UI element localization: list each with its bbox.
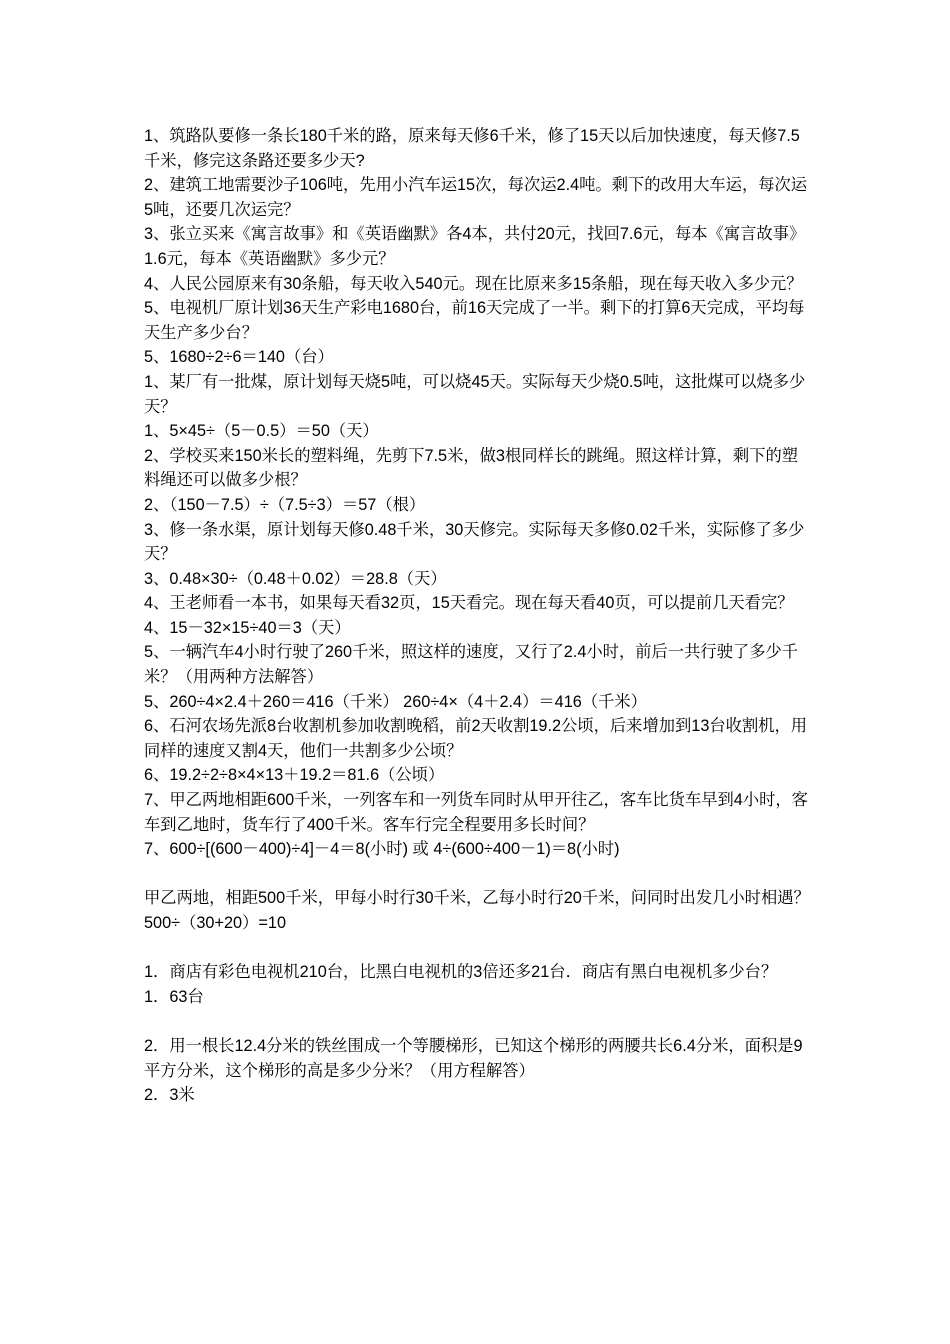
paragraph: 6、19.2÷2÷8×4×13＋19.2＝81.6（公顷） xyxy=(144,766,445,785)
paragraph: 2．用一根长12.4分米的铁丝围成一个等腰梯形，已知这个梯形的两腰共长6.4分米，面积是9平方分米，这个梯形的高是多少分米？（用方程解答） xyxy=(144,1036,803,1080)
paragraph: 1、筑路队要修一条长180千米的路，原来每天修6千米，修了15天以后加快速度，每天修7.5千米，修完这条路还要多少天? xyxy=(144,127,800,170)
blank-line xyxy=(144,936,810,961)
paragraph: 甲乙两地，相距500千米，甲每小时行30千米，乙每小时行20千米，问同时出发几小时相遇？ xyxy=(144,889,810,908)
paragraph: 7、甲乙两地相距600千米，一列客车和一列货车同时从甲开往乙，客车比货车早到4小时，客车到乙地时，货车行了400千米。客车行完全程要用多长时间？ xyxy=(144,791,808,834)
paragraph: 2、建筑工地需要沙子106吨，先用小汽车运15次，每次运2.4吨。剩下的改用大车运，每次运5吨，还要几次运完？ xyxy=(144,176,808,219)
paragraph: 4、15－32×15÷40＝3（天） xyxy=(144,618,351,637)
paragraph: 2．3米 xyxy=(144,1086,195,1105)
paragraph: 4、王老师看一本书，如果每天看32页，15天看完。现在每天看40页，可以提前几天看完？ xyxy=(144,594,794,613)
paragraph: 1、某厂有一批煤，原计划每天烧5吨，可以烧45天。实际每天少烧0.5吨，这批煤可以烧多少天？ xyxy=(144,372,806,416)
paragraph: 2、学校买来150米长的塑料绳，先剪下7.5米，做3根同样长的跳绳。照这样计算，剩下的塑料绳还可以做多少根？ xyxy=(144,446,799,490)
paragraph: 5、一辆汽车4小时行驶了260千米，照这样的速度，又行了2.4小时，前后一共行驶了多少千米？（用两种方法解答） xyxy=(144,643,799,687)
paragraph: 1．63台 xyxy=(144,987,204,1006)
blank-line xyxy=(144,1009,810,1034)
paragraph: 2、（150－7.5）÷（7.5÷3）＝57（根） xyxy=(144,495,426,514)
paragraph: 1、5×45÷（5－0.5）＝50（天） xyxy=(144,422,379,441)
paragraph: 500÷（30+20）=10 xyxy=(144,914,287,932)
paragraph: 6、石河农场先派8台收割机参加收割晚稻，前2天收割19.2公顷，后来增加到13台收割机，用同样的速度又割4天，他们一共割多少公顷？ xyxy=(144,717,808,760)
paragraph: 5、1680÷2÷6＝140（台） xyxy=(144,348,334,367)
paragraph: 5、电视机厂原计划36天生产彩电1680台，前16天完成了一半。剩下的打算6天完成，平均每天生产多少台？ xyxy=(144,299,805,342)
paragraph: 1．商店有彩色电视机210台，比黑白电视机的3倍还多21台．商店有黑白电视机多少台？ xyxy=(144,963,778,982)
paragraph: 3、0.48×30÷（0.48＋0.02）＝28.8（天） xyxy=(144,569,447,588)
paragraph: 4、人民公园原来有30条船，每天收入540元。现在比原来多15条船，现在每天收入多少元？ xyxy=(144,274,803,293)
paragraph: 7、600÷[(600－400)÷4]－4＝8(小时) 或 4÷(600÷400－1)＝8(小时) xyxy=(144,840,620,859)
paragraph: 3、张立买来《寓言故事》和《英语幽默》各4本，共付20元，找回7.6元，每本《寓言故事》1.6元，每本《英语幽默》多少元？ xyxy=(144,225,806,268)
blank-line xyxy=(144,862,810,887)
paragraph: 3、修一条水渠，原计划每天修0.48千米，30天修完。实际每天多修0.02千米，实际修了多少天？ xyxy=(144,520,805,564)
paragraph: 5、260÷4×2.4＋260＝416（千米） 260÷4×（4＋2.4）＝416（千米） xyxy=(144,692,647,711)
document-page xyxy=(144,124,810,1108)
